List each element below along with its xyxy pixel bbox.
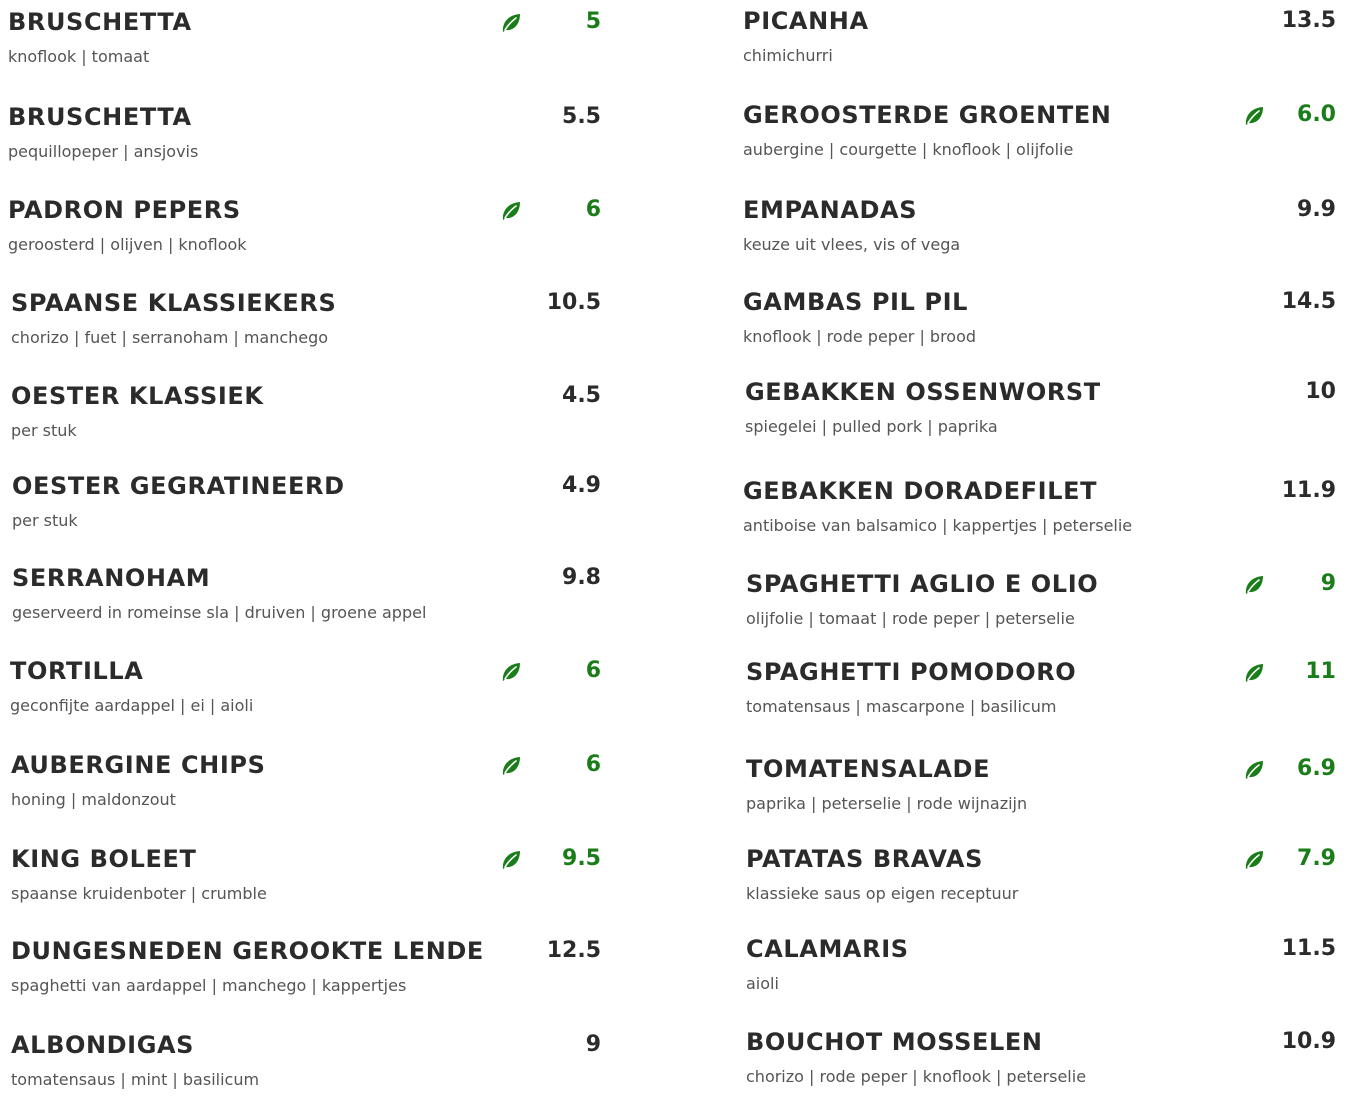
dish-price: 9 [1320, 571, 1336, 596]
dish-name: BRUSCHETTA [8, 103, 192, 131]
dish-price: 14.5 [1281, 289, 1336, 314]
dish-name: CALAMARIS [746, 935, 909, 963]
dish-description: geroosterd | olijven | knoflook [8, 235, 247, 254]
dish-name: SPAANSE KLASSIEKERS [11, 289, 337, 317]
menu-item-right-8 [746, 658, 1336, 738]
dish-description: chorizo | rode peper | knoflook | peterselie [746, 1067, 1087, 1086]
dish-name: BRUSCHETTA [8, 8, 192, 36]
dish-name: OESTER KLASSIEK [11, 382, 264, 410]
dish-description: aioli [746, 974, 779, 993]
menu-item-left-12 [11, 1031, 601, 1111]
dish-description: spiegelei | pulled pork | paprika [745, 417, 998, 436]
dish-price: 11.5 [1281, 936, 1336, 961]
dish-description: spaghetti van aardappel | manchego | kappertjes [11, 976, 407, 995]
dish-name: GAMBAS PIL PIL [743, 288, 969, 316]
dish-price: 12.5 [546, 938, 601, 963]
dish-name: GEBAKKEN OSSENWORST [745, 378, 1101, 406]
dish-description: chimichurri [743, 46, 833, 65]
dish-name: SPAGHETTI POMODORO [746, 658, 1077, 686]
dish-price: 6.0 [1297, 102, 1336, 127]
menu-item-right-1 [743, 7, 1336, 87]
dish-name: PADRON PEPERS [8, 196, 241, 224]
menu-item-right-7 [746, 570, 1336, 650]
dish-description: geserveerd in romeinse sla | druiven | groene appel [12, 603, 427, 622]
menu-item-left-5 [11, 382, 601, 462]
menu-item-left-11 [11, 937, 601, 1017]
leaf-icon [500, 755, 522, 777]
dish-price: 11.9 [1281, 478, 1336, 503]
dish-description: per stuk [12, 511, 78, 530]
dish-name: PICANHA [743, 7, 869, 35]
menu-item-left-1 [8, 8, 601, 88]
dish-description: chorizo | fuet | serranoham | manchego [11, 328, 329, 347]
dish-price: 5.5 [562, 104, 601, 129]
menu-item-right-11 [746, 935, 1336, 1015]
menu-item-left-9 [11, 751, 601, 831]
dish-name: AUBERGINE CHIPS [11, 751, 266, 779]
dish-description: klassieke saus op eigen receptuur [746, 884, 1019, 903]
dish-name: EMPANADAS [743, 196, 918, 224]
dish-name: SPAGHETTI AGLIO E OLIO [746, 570, 1099, 598]
dish-price: 10.9 [1281, 1029, 1336, 1054]
dish-price: 5 [585, 9, 601, 34]
dish-name: ALBONDIGAS [11, 1031, 195, 1059]
dish-price: 9.9 [1297, 197, 1336, 222]
dish-price: 6 [585, 752, 601, 777]
dish-name: GEROOSTERDE GROENTEN [743, 101, 1112, 129]
dish-price: 9.5 [562, 846, 601, 871]
dish-description: keuze uit vlees, vis of vega [743, 235, 961, 254]
dish-price: 4.9 [562, 473, 601, 498]
dish-name: SERRANOHAM [12, 564, 211, 592]
dish-description: aubergine | courgette | knoflook | olijfolie [743, 140, 1074, 159]
dish-description: tomatensaus | mascarpone | basilicum [746, 697, 1057, 716]
menu-item-right-12 [746, 1028, 1336, 1108]
dish-price: 9 [585, 1032, 601, 1057]
menu-item-right-4 [743, 288, 1336, 368]
dish-description: per stuk [11, 421, 77, 440]
dish-price: 6 [585, 658, 601, 683]
dish-price: 11 [1305, 659, 1336, 684]
dish-price: 4.5 [562, 383, 601, 408]
menu-item-right-3 [743, 196, 1336, 276]
dish-description: knoflook | rode peper | brood [743, 327, 977, 346]
dish-name: OESTER GEGRATINEERD [12, 472, 345, 500]
dish-description: paprika | peterselie | rode wijnazijn [746, 794, 1028, 813]
leaf-icon [500, 849, 522, 871]
dish-description: antiboise van balsamico | kappertjes | peterselie [743, 516, 1133, 535]
menu-item-left-3 [8, 196, 601, 276]
menu-item-left-8 [10, 657, 601, 737]
dish-name: DUNGESNEDEN GEROOKTE LENDE [11, 937, 484, 965]
menu-item-right-9 [746, 755, 1336, 835]
dish-price: 10 [1305, 379, 1336, 404]
dish-price: 7.9 [1297, 846, 1336, 871]
dish-price: 13.5 [1281, 8, 1336, 33]
dish-description: honing | maldonzout [11, 790, 176, 809]
dish-name: BOUCHOT MOSSELEN [746, 1028, 1043, 1056]
dish-name: PATATAS BRAVAS [746, 845, 983, 873]
dish-description: geconfijte aardappel | ei | aioli [10, 696, 254, 715]
dish-description: pequillopeper | ansjovis [8, 142, 199, 161]
menu-item-right-5 [745, 378, 1336, 458]
dish-price: 10.5 [546, 290, 601, 315]
menu-item-left-10 [11, 845, 601, 925]
leaf-icon [500, 200, 522, 222]
dish-name: TORTILLA [10, 657, 144, 685]
menu-item-left-6 [12, 472, 601, 552]
dish-price: 6 [585, 197, 601, 222]
menu-item-left-7 [12, 564, 601, 644]
menu-item-left-4 [11, 289, 601, 369]
dish-name: KING BOLEET [11, 845, 197, 873]
menu-item-left-2 [8, 103, 601, 183]
dish-description: spaanse kruidenboter | crumble [11, 884, 267, 903]
dish-price: 9.8 [562, 565, 601, 590]
dish-price: 6.9 [1297, 756, 1336, 781]
dish-description: knoflook | tomaat [8, 47, 150, 66]
dish-name: GEBAKKEN DORADEFILET [743, 477, 1098, 505]
dish-name: TOMATENSALADE [746, 755, 991, 783]
dish-description: olijfolie | tomaat | rode peper | peterselie [746, 609, 1075, 628]
menu-item-right-10 [746, 845, 1336, 925]
leaf-icon [500, 12, 522, 34]
menu-item-right-6 [743, 477, 1336, 557]
leaf-icon [500, 661, 522, 683]
dish-description: tomatensaus | mint | basilicum [11, 1070, 260, 1089]
menu-item-right-2 [743, 101, 1336, 181]
